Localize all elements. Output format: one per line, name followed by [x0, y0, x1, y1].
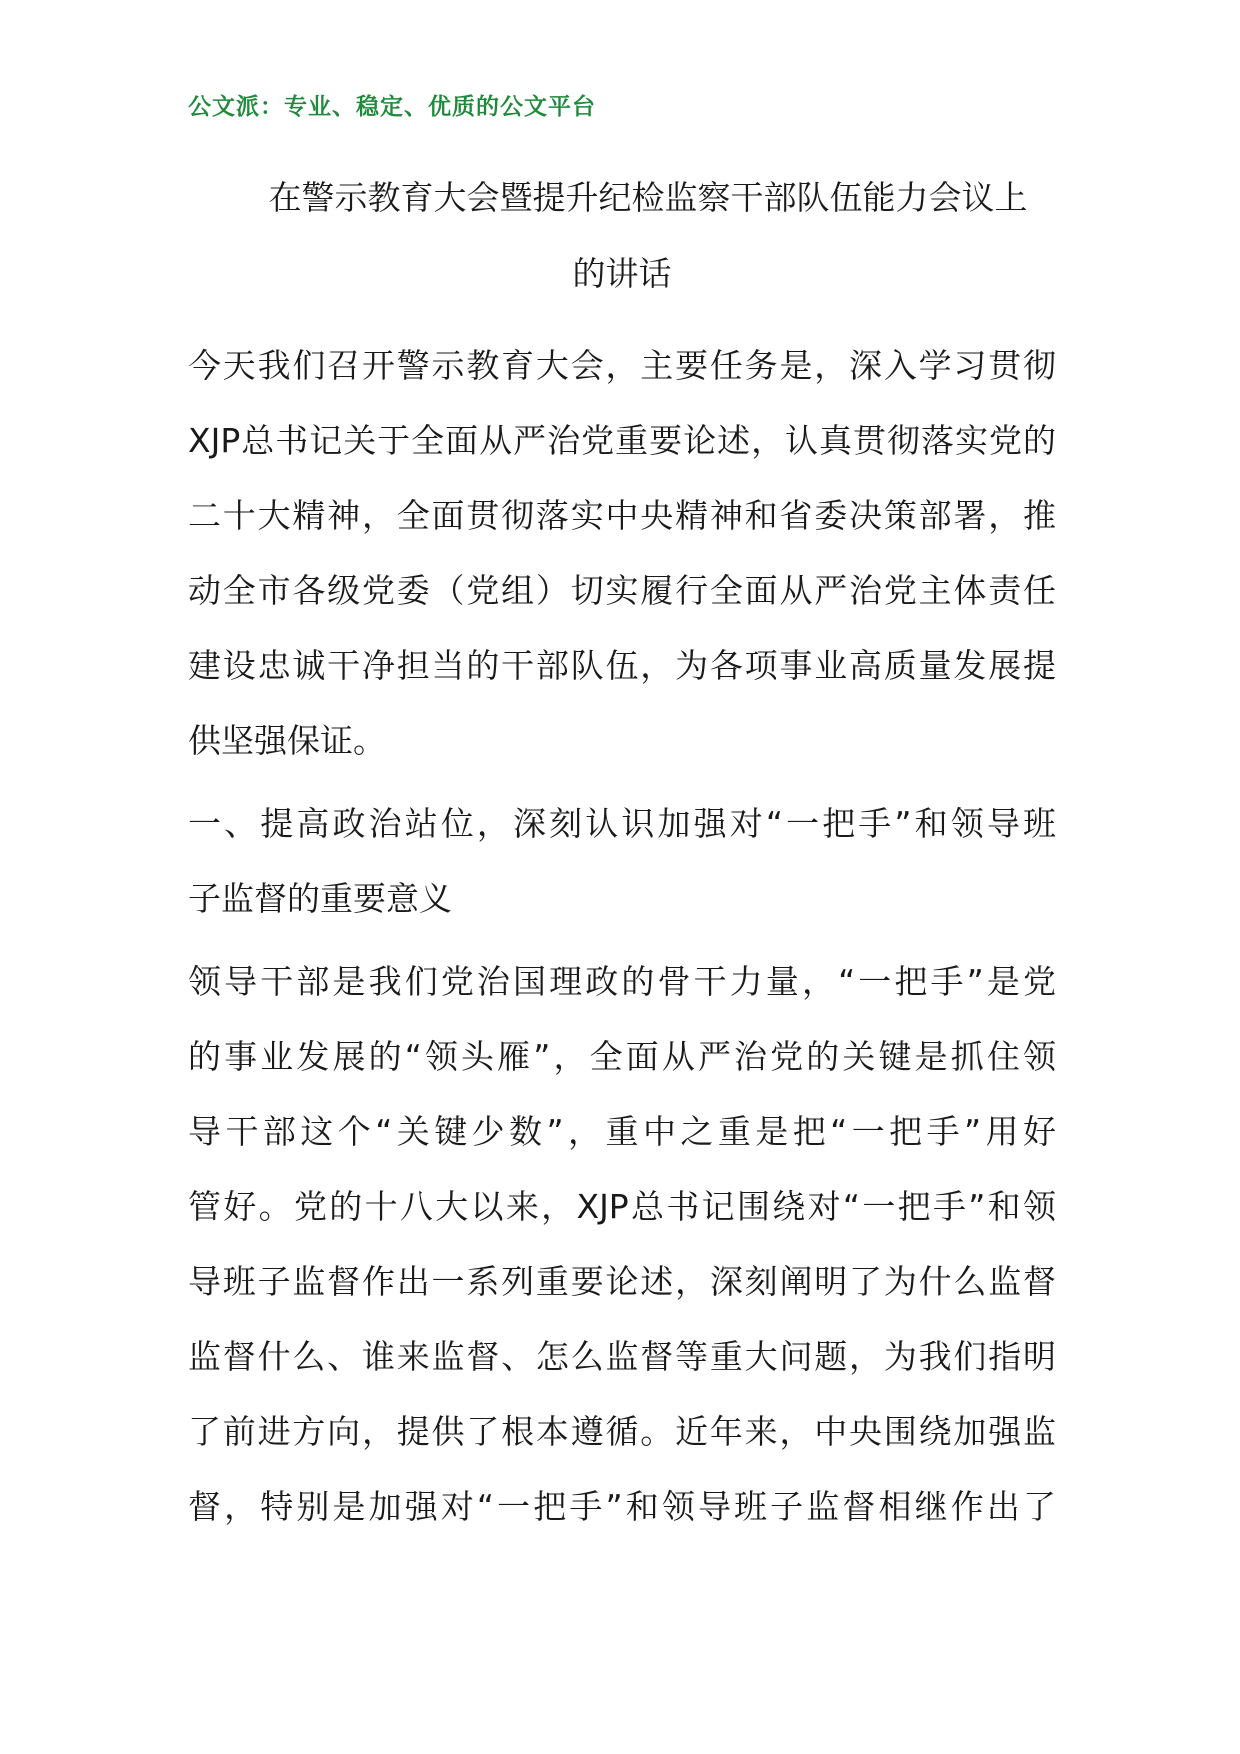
- text-line: 的事业发展的“领头雁”，全面从严治党的关键是抓住领: [188, 1037, 1056, 1076]
- paragraph-leaders: [188, 944, 1056, 1544]
- text-line: 管好。党的十八大以来，XJP总书记围绕对“一把手”和领: [188, 1187, 1056, 1226]
- speech-title-line-1: 在警示教育大会暨提升纪检监察干部队伍能力会议上: [268, 178, 1028, 217]
- text-line: 二十大精神，全面贯彻落实中央精神和省委决策部署，推: [188, 496, 1056, 535]
- heading-line: 子监督的重要意义: [188, 879, 452, 918]
- text-line: 建设忠诚干净担当的干部队伍，为各项事业高质量发展提: [188, 646, 1056, 685]
- document-body: [188, 328, 1056, 1544]
- section-heading-1: [188, 786, 1056, 936]
- text-line: 领导干部是我们党治国理政的骨干力量，“一把手”是党: [188, 962, 1056, 1001]
- text-line: 导干部这个“关键少数”，重中之重是把“一把手”用好: [188, 1112, 1056, 1151]
- text-line: 了前进方向，提供了根本遵循。近年来，中央围绕加强监: [188, 1412, 1056, 1451]
- text-line: 供坚强保证。: [188, 721, 386, 760]
- text-line: 导班子监督作出一系列重要论述，深刻阐明了为什么监督: [188, 1262, 1056, 1301]
- text-line: 动全市各级党委（党组）切实履行全面从严治党主体责任: [188, 571, 1056, 610]
- site-header: 公文派：专业、稳定、优质的公文平台: [188, 94, 596, 120]
- text-line: 督，特别是加强对“一把手”和领导班子监督相继作出了: [188, 1487, 1056, 1526]
- text-line: 监督什么、谁来监督、怎么监督等重大问题，为我们指明: [188, 1337, 1056, 1376]
- speech-title-line-2: 的讲话: [572, 254, 672, 293]
- text-line: XJP总书记关于全面从严治党重要论述，认真贯彻落实党的: [188, 421, 1056, 460]
- heading-line: 一、提高政治站位，深刻认识加强对“一把手”和领导班: [188, 804, 1056, 843]
- text-line: 今天我们召开警示教育大会，主要任务是，深入学习贯彻: [188, 346, 1056, 385]
- paragraph-intro: [188, 328, 1056, 778]
